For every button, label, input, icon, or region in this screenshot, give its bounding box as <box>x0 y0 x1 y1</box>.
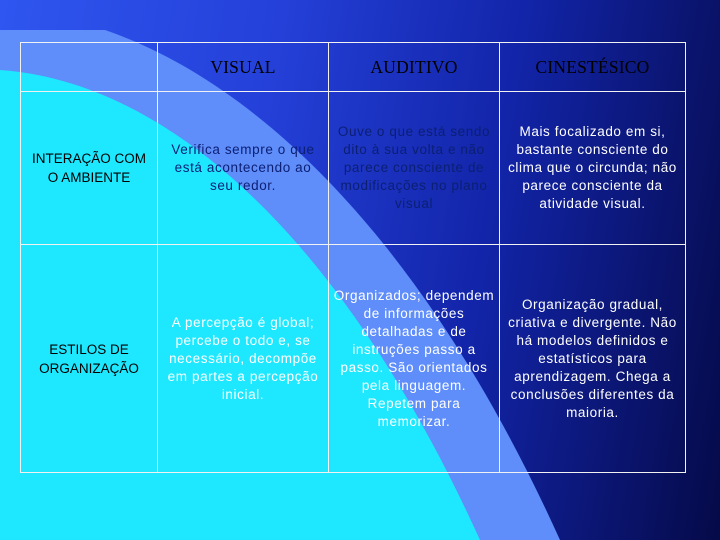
cell-visual-interacao: Verifica sempre o que está acontecendo ao seu redor. <box>158 92 329 245</box>
column-header-auditivo: AUDITIVO <box>329 43 500 92</box>
cell-cinestesico-estilos: Organização gradual, criativa e divergente. Não há modelos definidos e estatísticos para aprendizagem. Chega a conclusões diferentes da maioria. <box>500 245 686 473</box>
column-header-visual: VISUAL <box>158 43 329 92</box>
cell-cinestesico-interacao: Mais focalizado em si, bastante consciente do clima que o circunda; não parece consciente da atividade visual. <box>500 92 686 245</box>
column-header-cinestesico: CINESTÉSICO <box>500 43 686 92</box>
table-row <box>21 92 686 245</box>
table-row <box>21 245 686 473</box>
table-header-row <box>21 43 686 92</box>
learning-styles-table <box>20 42 686 473</box>
cell-visual-estilos: A percepção é global; percebe o todo e, se necessário, decompõe em partes a percepção inicial. <box>158 245 329 473</box>
cell-auditivo-interacao: Ouve o que está sendo dito à sua volta e não parece consciente de modificações no plano visual <box>329 92 500 245</box>
row-header-estilos: ESTILOS DE ORGANIZAÇÃO <box>21 245 158 473</box>
empty-corner-cell <box>21 43 158 92</box>
cell-auditivo-estilos: Organizados; dependem de informações detalhadas e de instruções passo a passo. São orientados pela linguagem. Repetem para memorizar. <box>329 245 500 473</box>
row-header-interacao: INTERAÇÃO COM O AMBIENTE <box>21 92 158 245</box>
